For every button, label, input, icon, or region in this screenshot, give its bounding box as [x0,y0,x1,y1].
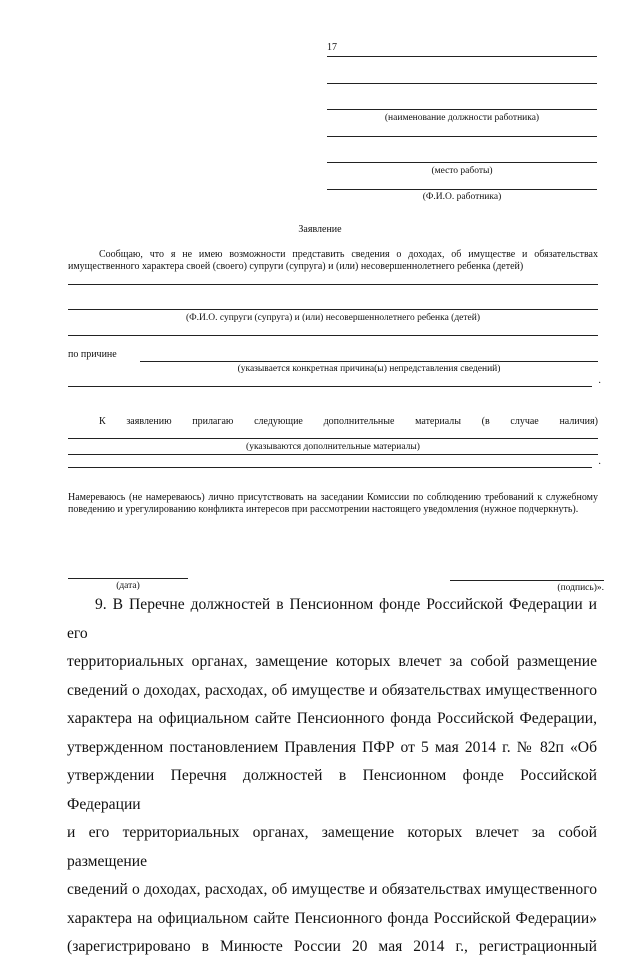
reason-line-2 [68,386,592,387]
attach-line-1 [68,438,598,439]
statement-text: Сообщаю, что я не имею возможности представить сведения о доходах, об имуществе и обязательствах имущественного характера своей (своего) супруги (супруга) и (или) несовершеннолетнего ребенка (детей) [68,249,598,272]
reason-tick: · [598,378,602,389]
header-line-5 [327,162,597,163]
attach-word: наличия) [559,416,598,427]
attach-word: материалы [415,416,461,427]
attach-row [99,416,598,428]
attach-caption: (указываются дополнительные материалы) [246,442,420,452]
attach-word: (в [481,416,490,427]
attach-line-2 [68,454,598,455]
body-line: сведений о доходах, расходах, об имуществе и обязательствах имущественного [67,881,597,898]
attach-word: заявлению [126,416,172,427]
date-line [68,578,188,579]
signature-caption: (подпись)». [557,583,604,593]
reason-line-1 [140,361,598,362]
body-line: характера на официальном сайте Пенсионного фонда Российской Федерации, [67,710,597,727]
reason-caption: (указывается конкретная причина(ы) непредставления сведений) [237,364,501,374]
body-line: утверждении Перечня должностей в Пенсионном фонде Российской Федерации [67,767,597,813]
date-caption: (дата) [116,581,140,591]
spouse-caption: (Ф.И.О. супруги (супруга) и (или) несовершеннолетнего ребенка (детей) [185,313,481,323]
statement-line-1 [68,284,598,285]
intent-text: Намереваюсь (не намереваюсь) лично присутствовать на заседании Комиссии по соблюдению требований к служебному поведению и урегулированию конфликта интересов при рассмотрении настоящего уведомления (нужное подчеркнуть). [68,492,598,515]
body-line: 9. В Перечне должностей в Пенсионном фонде Российской Федерации и его [67,596,597,642]
statement-line-2 [68,309,598,310]
body-line: территориальных органах, замещение которых влечет за собой размещение [67,653,597,670]
form-title: Заявление [298,224,342,235]
statement-line-3 [68,335,598,336]
attach-word: следующие [254,416,303,427]
position-caption: (наименование должности работника) [384,113,540,123]
attach-word: дополнительные [323,416,395,427]
workplace-caption: (место работы) [431,166,493,176]
body-text [67,591,597,962]
attach-word: прилагаю [192,416,234,427]
signature-line [450,580,604,581]
fio-caption: (Ф.И.О. работника) [422,192,502,202]
header-line-1 [327,56,597,57]
body-line: характера на официальном сайте Пенсионного фонда Российской Федерации» [67,909,597,927]
header-line-2 [327,83,597,84]
header-line-6 [327,189,597,190]
attach-word: случае [510,416,539,427]
body-line: утвержденном постановлением Правления ПФР от 5 мая 2014 г. № 82п «Об [67,738,597,756]
attach-tick: · [598,459,602,470]
reason-label: по причине [68,349,117,360]
page-number: 17 [327,42,337,53]
attach-line-3 [68,467,592,468]
body-line: и его территориальных органах, замещение которых влечет за собой размещение [67,824,597,870]
body-line: (зарегистрировано в Минюсте России 20 мая 2014 г., регистрационный [67,938,597,955]
body-line: сведений о доходах, расходах, об имуществе и обязательствах имущественного [67,681,597,699]
header-line-4 [327,136,597,137]
attach-word: К [99,416,106,427]
header-line-3 [327,109,597,110]
